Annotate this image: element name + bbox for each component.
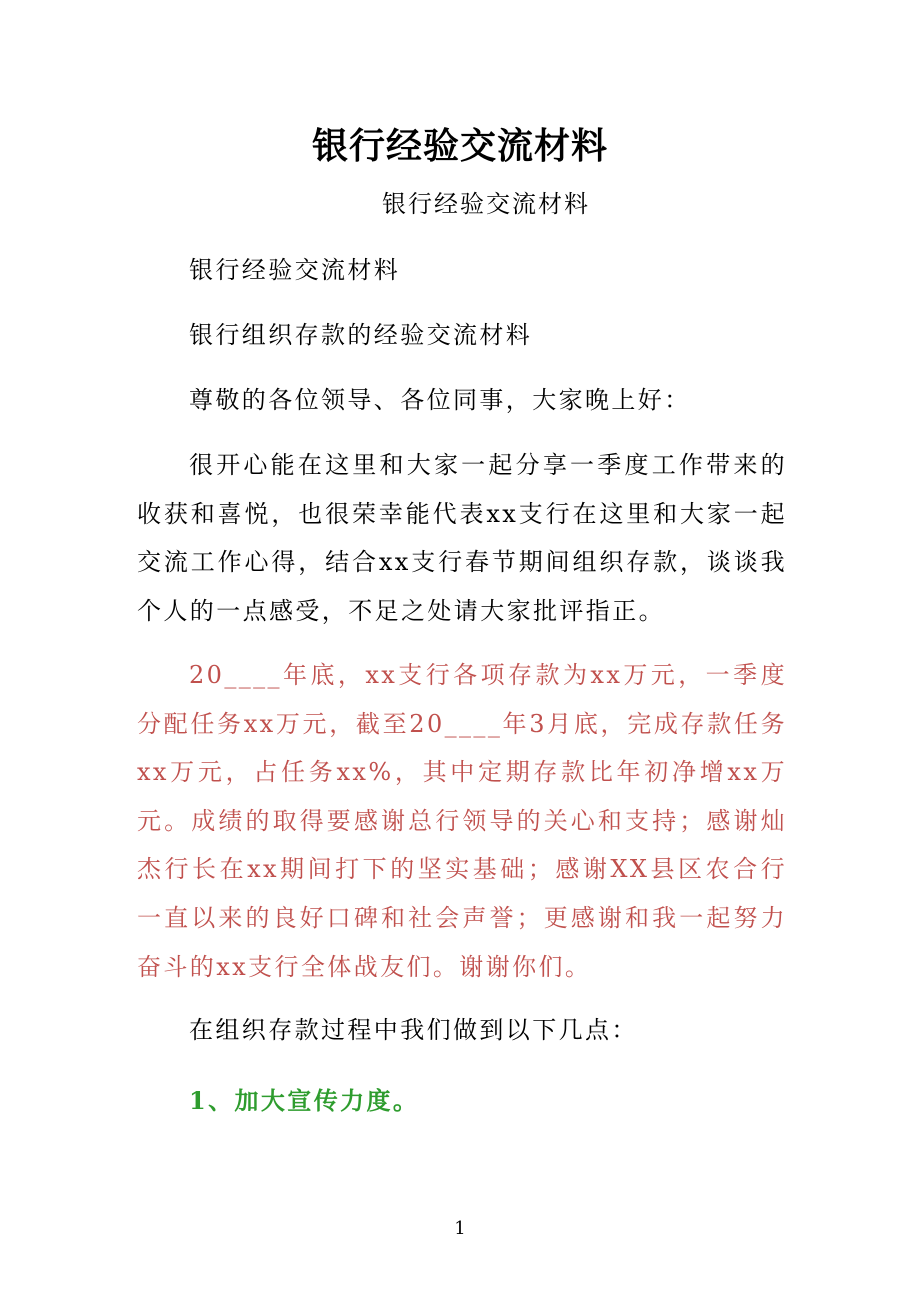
paragraph-points-intro: 在组织存款过程中我们做到以下几点：: [189, 1016, 638, 1044]
document-subtitle: 银行经验交流材料: [382, 190, 590, 218]
paragraph-results: 20____年底，xx支行各项存款为xx万元，一季度分配任务xx万元，截至20____年3月底，完成存款任务xx万元，占任务xx%，其中定期存款比年初净增xx万元。成绩的取得要感谢总行领导的关心和支持；感谢灿杰行长在xx期间打下的坚实基础；感谢XX县区农合行一直以来的良好口碑和社会声誉；更感谢和我一起努力奋斗的xx支行全体战友们。谢谢你们。: [137, 661, 787, 981]
paragraph-greeting: 尊敬的各位领导、各位同事，大家晚上好：: [189, 386, 691, 414]
paragraph-heading-1: 银行经验交流材料: [189, 256, 401, 284]
section-heading-1: 1、加大宣传力度。: [189, 1086, 420, 1115]
paragraph-intro: 很开心能在这里和大家一起分享一季度工作带来的收获和喜悦，也很荣幸能代表xx支行在这里和大家一起交流工作心得，结合xx支行春节期间组织存款，谈谈我个人的一点感受，不足之处请大家批评指正。: [137, 451, 787, 625]
document-title: 银行经验交流材料: [311, 126, 608, 167]
page-number: 1: [454, 1218, 466, 1239]
paragraph-heading-2: 银行组织存款的经验交流材料: [189, 321, 533, 349]
